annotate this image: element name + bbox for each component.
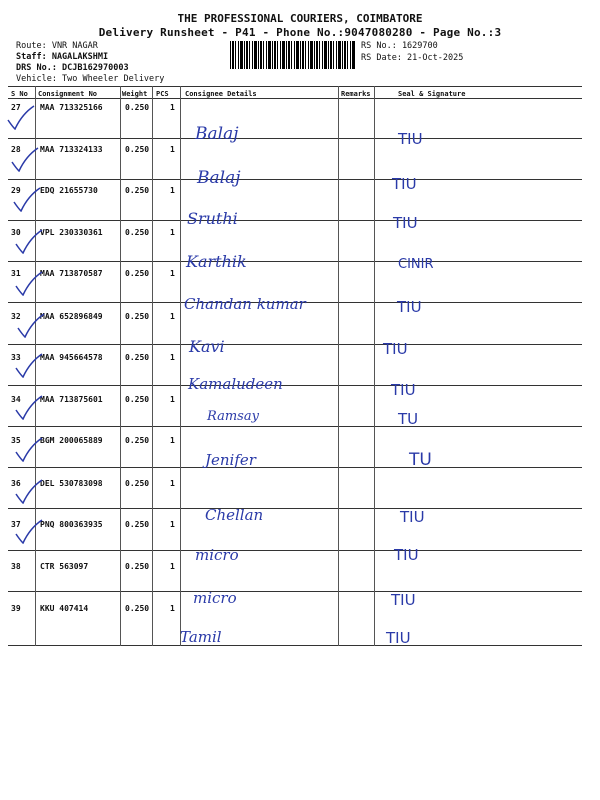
row-consignment: MAA 945664578 (40, 353, 103, 362)
row-pcs: 1 (170, 103, 175, 112)
row-consignment: KKU 407414 (40, 604, 89, 613)
row-weight: 0.250 (125, 479, 150, 488)
col-header-sno: S No (11, 90, 28, 98)
handwritten-name: Sruthi (187, 209, 238, 228)
row-sno: 35 (11, 436, 21, 445)
row-divider (8, 261, 582, 262)
row-divider (8, 344, 582, 345)
table-top-border (8, 86, 582, 87)
row-pcs: 1 (170, 520, 175, 529)
row-sno: 34 (11, 395, 21, 404)
row-divider (8, 138, 582, 139)
row-sno: 30 (11, 228, 21, 237)
row-sno: 29 (11, 186, 21, 195)
handwritten-signature: TIU (386, 629, 411, 647)
row-weight: 0.250 (125, 436, 150, 445)
row-pcs: 1 (170, 312, 175, 321)
row-consignment: VPL 230330361 (40, 228, 103, 237)
row-weight: 0.250 (125, 145, 150, 154)
check-mark-icon (16, 312, 46, 338)
col-header-remarks: Remarks (341, 90, 371, 98)
handwritten-name: Ramsay (207, 409, 259, 424)
check-mark-icon (14, 270, 44, 296)
handwritten-name: Kavi (189, 337, 225, 356)
check-mark-icon (6, 104, 36, 130)
col-header-consignment: Consignment No (38, 90, 98, 98)
handwritten-name: Balaj (195, 124, 239, 144)
rs-number: RS No.: 1629700 (361, 41, 438, 51)
handwritten-name: Jenifer (205, 451, 256, 469)
column-divider (120, 86, 121, 646)
barcode-image (230, 41, 355, 69)
runsheet-subtitle: Delivery Runsheet - P41 - Phone No.:9047080280 - Page No.:3 (98, 26, 502, 39)
row-sno: 32 (11, 312, 21, 321)
row-consignment: DEL 530783098 (40, 479, 103, 488)
handwritten-signature: TIU (392, 175, 417, 193)
row-consignment: MAA 713324133 (40, 145, 103, 154)
row-consignment: BGM 200065889 (40, 436, 103, 445)
check-mark-icon (12, 186, 42, 212)
col-header-weight: Weight (122, 90, 148, 98)
row-sno: 33 (11, 353, 21, 362)
table-bottom-border (8, 645, 582, 646)
handwritten-signature: TIU (391, 381, 416, 399)
route-label: Route: VNR NAGAR (16, 41, 98, 51)
row-divider (8, 220, 582, 221)
check-mark-icon (14, 228, 44, 254)
handwritten-name: Chandan kumar (184, 295, 306, 313)
check-mark-icon (14, 518, 44, 544)
col-header-seal: Seal & Signature (398, 90, 466, 98)
row-consignment: MAA 713870587 (40, 269, 103, 278)
column-divider (338, 86, 339, 646)
row-pcs: 1 (170, 145, 175, 154)
column-divider (152, 86, 153, 646)
staff-label: Staff: NAGALAKSHMI (16, 52, 109, 62)
check-mark-icon (14, 352, 44, 378)
handwritten-name: micro (193, 589, 237, 607)
row-pcs: 1 (170, 269, 175, 278)
handwritten-name: micro (195, 546, 239, 564)
handwritten-signature: TIU (394, 546, 419, 564)
row-pcs: 1 (170, 436, 175, 445)
row-sno: 31 (11, 269, 21, 278)
row-weight: 0.250 (125, 520, 150, 529)
drs-label: DRS No.: DCJB162970003 (16, 63, 129, 73)
row-sno: 28 (11, 145, 21, 154)
row-divider (8, 179, 582, 180)
handwritten-signature: TIU (383, 340, 408, 358)
row-weight: 0.250 (125, 228, 150, 237)
check-mark-icon (14, 478, 44, 504)
handwritten-signature: TIU (400, 508, 425, 526)
row-pcs: 1 (170, 562, 175, 571)
row-divider (8, 385, 582, 386)
row-divider (8, 467, 582, 468)
handwritten-signature: TU (398, 410, 419, 428)
row-consignment: MAA 652896849 (40, 312, 103, 321)
table-header-divider (8, 98, 582, 99)
row-consignment: PNQ 800363935 (40, 520, 103, 529)
row-consignment: MAA 713325166 (40, 103, 103, 112)
col-header-consignee: Consignee Details (185, 90, 257, 98)
row-pcs: 1 (170, 479, 175, 488)
row-divider (8, 591, 582, 592)
row-sno: 37 (11, 520, 21, 529)
check-mark-icon (14, 436, 44, 462)
row-consignment: CTR 563097 (40, 562, 89, 571)
handwritten-name: Tamil (180, 628, 222, 646)
row-sno: 36 (11, 479, 21, 488)
handwritten-signature: CINIR (398, 257, 434, 272)
row-weight: 0.250 (125, 312, 150, 321)
row-sno: 38 (11, 562, 21, 571)
handwritten-name: Kamaludeen (188, 375, 283, 393)
row-weight: 0.250 (125, 269, 150, 278)
handwritten-name: Balaj (197, 168, 241, 188)
row-sno: 39 (11, 604, 21, 613)
row-weight: 0.250 (125, 604, 150, 613)
row-weight: 0.250 (125, 562, 150, 571)
row-weight: 0.250 (125, 103, 150, 112)
row-pcs: 1 (170, 353, 175, 362)
row-pcs: 1 (170, 604, 175, 613)
row-pcs: 1 (170, 228, 175, 237)
handwritten-signature: TU (409, 450, 432, 470)
row-divider (8, 508, 582, 509)
handwritten-signature: TIU (393, 214, 418, 232)
runsheet-table (8, 86, 582, 646)
row-pcs: 1 (170, 186, 175, 195)
check-mark-icon (10, 146, 40, 172)
row-weight: 0.250 (125, 353, 150, 362)
column-divider (374, 86, 375, 646)
rs-date: RS Date: 21-Oct-2025 (361, 53, 464, 63)
row-weight: 0.250 (125, 395, 150, 404)
column-divider (180, 86, 181, 646)
handwritten-name: Chellan (205, 506, 264, 524)
row-pcs: 1 (170, 395, 175, 404)
col-header-pcs: PCS (156, 90, 169, 98)
handwritten-signature: TIU (391, 591, 416, 609)
vehicle-label: Vehicle: Two Wheeler Delivery (16, 74, 165, 84)
handwritten-signature: TIU (398, 130, 423, 148)
row-weight: 0.250 (125, 186, 150, 195)
check-mark-icon (14, 394, 44, 420)
row-consignment: EDQ 21655730 (40, 186, 98, 195)
handwritten-signature: TIU (397, 298, 422, 316)
handwritten-name: Karthik (186, 252, 247, 271)
row-divider (8, 550, 582, 551)
company-title: THE PROFESSIONAL COURIERS, COIMBATORE (177, 12, 423, 25)
row-sno: 27 (11, 103, 21, 112)
row-divider (8, 426, 582, 427)
row-consignment: MAA 713875601 (40, 395, 103, 404)
